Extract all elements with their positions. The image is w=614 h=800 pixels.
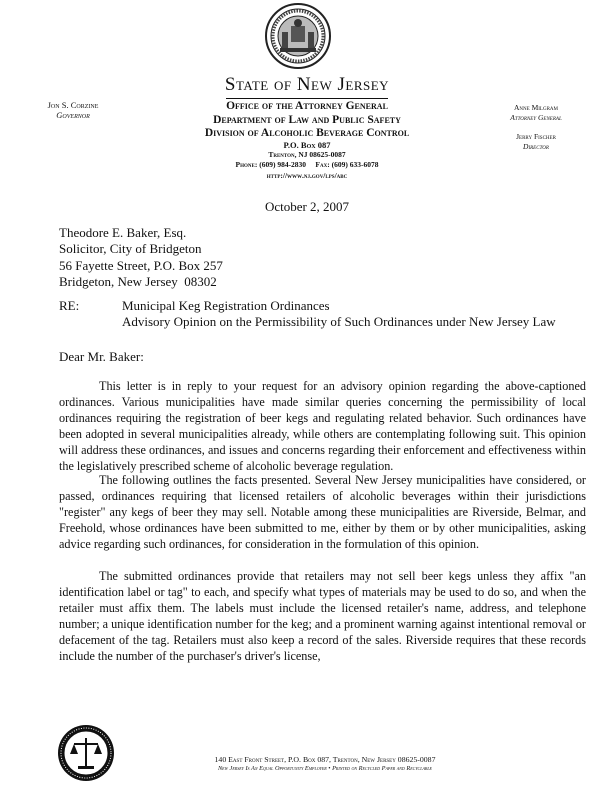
attorney-general-title: Attorney General — [510, 112, 562, 122]
letter-date: October 2, 2007 — [264, 199, 350, 214]
body-paragraph — [59, 472, 586, 552]
recipient-address — [59, 225, 223, 290]
address-line: Trenton, NJ 08625-0087 — [268, 150, 346, 160]
footer-tagline: New Jersey Is An Equal Opportunity Employer • Printed on Recycled Paper and Recyclable — [217, 765, 433, 772]
state-seal-icon — [264, 2, 332, 70]
attorney-general-seal-icon — [57, 724, 115, 782]
address-line: Phone: (609) 984-2830 Fax: (609) 633-6078 — [235, 160, 379, 170]
letter-footer — [130, 755, 520, 772]
paragraph-text: The following outlines the facts presented. Several New Jersey municipalities have considered, or passed, ordinances requiring that licensed retailers of alcoholic beverages within their jurisdictions "register" any kegs of beer they may sell. Notable among these municipalities are Riverside, Belmar, and Freehold, whose ordinances have been submitted to me, either by them or by other municipalities, asking advice regarding such ordinances, for consideration in the formulation of this opinion. — [59, 473, 586, 551]
paragraph-text: This letter is in reply to your request for an advisory opinion regarding the above-captioned ordinances. Various municipalities have made similar queries concerning the permissibility of local ordinances requiring the registration of beer kegs and regulating related behavior. Such ordinances have been adopted in several municipalities already, while others are contemplating following suit. This opinion will address these ordinances, and issues and concerns regarding their enforcement and effectiveness within the legislatively prescribed scheme of alcoholic beverage regulation. — [59, 379, 586, 473]
director-name: Jerry Fischer — [516, 132, 556, 141]
body-paragraph — [59, 568, 586, 664]
office-line: Office of the Attorney General — [226, 100, 388, 112]
office-line: Department of Law and Public Safety — [213, 113, 401, 126]
officials-block — [476, 103, 596, 151]
re-line: Advisory Opinion on the Permissibility of Such Ordinances under New Jersey Law — [122, 314, 556, 329]
office-line: Division of Alcoholic Beverage Control — [204, 127, 410, 139]
letterhead-address-block — [150, 140, 464, 181]
body-paragraph — [59, 378, 586, 474]
director-title: Director — [523, 141, 549, 151]
letterhead-office-block — [120, 100, 494, 141]
governor-name: Jon S. Corzine — [47, 100, 99, 110]
recipient-line: Bridgeton, New Jersey 08302 — [59, 273, 217, 289]
salutation: Dear Mr. Baker: — [59, 349, 144, 364]
attorney-general-name: Anne Milgram — [514, 103, 558, 112]
re-subject — [122, 298, 556, 330]
paragraph-text: The submitted ordinances provide that retailers may not sell beer kegs unless they affix "an identification label or tag" to each, and specify what types of materials may be used to do so, and when the retailer must affix them. The labels must include the licensed retailer's name, address, and telephone number; a unique identification number for the keg; and a prominent warning against intentional removal or defacement of the tag. Retailers must also keep a record of the sales. Riverside requires that these records include the number of the purchaser's driver's license, — [59, 569, 586, 663]
address-line: P.O. Box 087 — [283, 140, 331, 150]
letterhead-state-title: State of New Jersey — [224, 74, 390, 95]
recipient-line: 56 Fayette Street, P.O. Box 257 — [59, 257, 223, 273]
re-label: RE: — [59, 298, 80, 313]
re-line: Municipal Keg Registration Ordinances — [122, 298, 330, 313]
footer-address: 140 East Front Street, P.O. Box 087, Trenton, New Jersey 08625-0087 — [214, 755, 436, 764]
recipient-line: Solicitor, City of Bridgeton — [59, 241, 202, 257]
governor-block — [18, 100, 128, 120]
title-underline — [226, 98, 388, 99]
recipient-line: Theodore E. Baker, Esq. — [59, 225, 187, 240]
website-link[interactable]: http://www.nj.gov/lps/abc — [266, 170, 348, 180]
governor-title: Governor — [56, 110, 90, 120]
